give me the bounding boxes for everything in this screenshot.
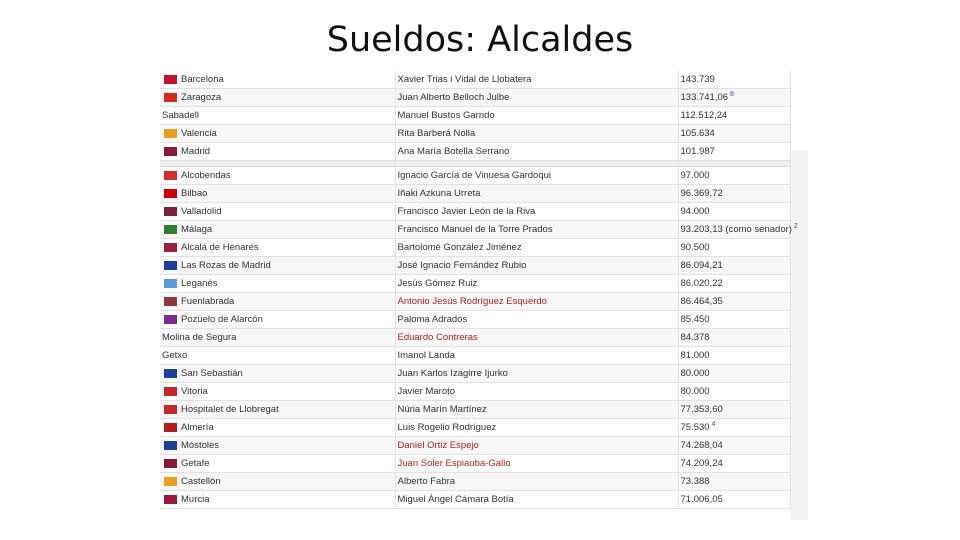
salary-cell: 86.094,21 [678, 257, 790, 275]
mayor-cell: Antonio Jesús Rodríguez Esquerdo [395, 293, 678, 311]
salary-table-screenshot [160, 71, 798, 520]
table-row [160, 143, 790, 161]
table-row [160, 167, 790, 185]
mayor-cell: Daniel Ortiz Espejo [395, 437, 678, 455]
city-cell [160, 275, 395, 293]
city-name: Sabadell [162, 110, 199, 121]
salary-cell: 85.450 [678, 311, 790, 329]
city-flag-icon [164, 423, 177, 432]
table-row [160, 311, 790, 329]
city-name: Barcelona [181, 74, 224, 85]
mayor-cell: Xavier Trias i Vidal de Llobatera [395, 71, 678, 89]
city-cell [160, 239, 395, 257]
mayor-cell: Javier Maroto [395, 383, 678, 401]
mayor-cell: Juan Karlos Izagirre Ijurko [395, 365, 678, 383]
salary-cell: 84.378 [678, 329, 790, 347]
city-cell [160, 383, 395, 401]
city-flag-icon [164, 261, 177, 270]
table-row [160, 293, 790, 311]
city-name: Leganés [181, 278, 218, 289]
city-name: Getafe [181, 458, 210, 469]
table-row [160, 107, 790, 125]
city-name: Alcobendas [181, 170, 231, 181]
salary-cell: 73.388 [678, 473, 790, 491]
table-row [160, 71, 790, 89]
city-flag-icon [164, 441, 177, 450]
table-row [160, 185, 790, 203]
city-name: Valladolid [181, 206, 222, 217]
city-flag-icon [164, 225, 177, 234]
table-row [160, 221, 790, 239]
footnote-ref: 8 [728, 91, 734, 99]
city-name: Madrid [181, 146, 211, 157]
city-name: Bilbao [181, 188, 208, 199]
mayor-cell: Juan Soler Espiauba-Gallo [395, 455, 678, 473]
city-cell [160, 71, 395, 89]
mayor-cell: Alberto Fabra [395, 473, 678, 491]
table-row [160, 491, 790, 509]
salary-cell: 93.203,13 (como senador) $^2$ [678, 221, 790, 239]
city-name: Valencia [181, 128, 217, 139]
city-flag-icon [164, 75, 177, 84]
city-cell [160, 221, 395, 239]
mayor-cell: Iñaki Azkuna Urreta [395, 185, 678, 203]
salary-table [160, 71, 798, 509]
salary-cell: 97.000 [678, 167, 790, 185]
city-name: Málaga [181, 224, 213, 235]
city-flag-icon [164, 297, 177, 306]
city-name: Hospitalet de Llobregat [181, 404, 279, 415]
city-cell [160, 491, 395, 509]
mayor-cell: José Ignacio Fernández Rubio [395, 257, 678, 275]
table-row [160, 455, 790, 473]
city-cell [160, 125, 395, 143]
city-flag-icon [164, 93, 177, 102]
table-row [160, 365, 790, 383]
city-cell [160, 473, 395, 491]
salary-cell: 105.634 [678, 125, 790, 143]
city-name: Castellón [181, 476, 221, 487]
mayor-cell: Francisco Javier León de la Riva [395, 203, 678, 221]
city-cell [160, 167, 395, 185]
footnote-ref: 4 [709, 421, 716, 429]
city-flag-icon [164, 495, 177, 504]
city-cell [160, 89, 395, 107]
city-name: Las Rozas de Madrid [181, 260, 271, 271]
salary-cell: 133.741,06 $^8$ [678, 89, 790, 107]
table-row [160, 89, 790, 107]
city-flag-icon [164, 189, 177, 198]
city-name: Vitoria [181, 386, 208, 397]
mayor-cell: Ignacio García de Vinuesa Gardoqui [395, 167, 678, 185]
city-cell [160, 311, 395, 329]
salary-cell: 86.020,22 [678, 275, 790, 293]
salary-cell: 74.268,04 [678, 437, 790, 455]
mayor-cell: Francisco Manuel de la Torre Prados [395, 221, 678, 239]
city-cell [160, 143, 395, 161]
mayor-cell: Juan Alberto Belloch Julbe [395, 89, 678, 107]
city-name: Fuenlabrada [181, 296, 235, 307]
city-flag-icon [164, 147, 177, 156]
city-flag-icon [164, 387, 177, 396]
mayor-cell: Miguel Ángel Cámara Botía [395, 491, 678, 509]
salary-cell: 90.500 [678, 239, 790, 257]
salary-cell: 80.000 [678, 365, 790, 383]
salary-cell: 86.464,35 [678, 293, 790, 311]
salary-cell: 94.000 [678, 203, 790, 221]
city-name: Murcia [181, 494, 210, 505]
city-flag-icon [164, 129, 177, 138]
salary-cell: 96.369,72 [678, 185, 790, 203]
salary-cell: 74.209,24 [678, 455, 790, 473]
city-flag-icon [164, 207, 177, 216]
slide-title: Sueldos: Alcaldes [326, 20, 634, 60]
salary-cell: 81.000 [678, 347, 790, 365]
mayor-cell: Bartolomé González Jiménez [395, 239, 678, 257]
table-row [160, 329, 790, 347]
city-cell [160, 107, 395, 125]
city-flag-icon [164, 459, 177, 468]
salary-cell: 112.512,24 [678, 107, 790, 125]
city-cell [160, 203, 395, 221]
mayor-cell: Rita Barberá Nolla [395, 125, 678, 143]
city-cell [160, 257, 395, 275]
mayor-cell: Paloma Adrados [395, 311, 678, 329]
city-name: Pozuelo de Alarcón [181, 314, 263, 325]
table-row [160, 239, 790, 257]
city-name: Alcalá de Henares [181, 242, 259, 253]
city-name: Zaragoza [181, 92, 222, 103]
table-row [160, 347, 790, 365]
table-row [160, 383, 790, 401]
table-edge-shadow [790, 150, 808, 520]
city-cell [160, 329, 395, 347]
table-row [160, 275, 790, 293]
city-cell [160, 455, 395, 473]
table-row [160, 419, 790, 437]
city-flag-icon [164, 279, 177, 288]
salary-cell: 71.006,05 [678, 491, 790, 509]
city-cell [160, 293, 395, 311]
city-cell [160, 347, 395, 365]
city-cell [160, 185, 395, 203]
city-flag-icon [164, 405, 177, 414]
table-row [160, 401, 790, 419]
city-flag-icon [164, 243, 177, 252]
salary-cell: 80.000 [678, 383, 790, 401]
mayor-cell: Núria Marín Martínez [395, 401, 678, 419]
city-flag-icon [164, 315, 177, 324]
table-row [160, 473, 790, 491]
city-flag-icon [164, 369, 177, 378]
table-row [160, 437, 790, 455]
city-cell [160, 401, 395, 419]
mayor-cell: Manuel Bustos Garrido [395, 107, 678, 125]
city-flag-icon [164, 477, 177, 486]
table-row [160, 257, 790, 275]
mayor-cell: Imanol Landa [395, 347, 678, 365]
city-name: Móstoles [181, 440, 220, 451]
city-flag-icon [164, 171, 177, 180]
mayor-cell: Eduardo Contreras [395, 329, 678, 347]
footnote-ref: 2 [791, 223, 798, 231]
table-row [160, 125, 790, 143]
city-name: Molina de Segura [162, 332, 237, 343]
salary-cell: 143.739 [678, 71, 790, 89]
mayor-cell: Ana María Botella Serrano [395, 143, 678, 161]
salary-cell: 75.530 $^4$ [678, 419, 790, 437]
city-name: San Sebastián [181, 368, 243, 379]
city-cell [160, 419, 395, 437]
salary-cell: 101.987 [678, 143, 790, 161]
mayor-cell: Luis Rogelio Rodríguez [395, 419, 678, 437]
table-row [160, 203, 790, 221]
mayor-cell: Jesús Gómez Ruiz [395, 275, 678, 293]
salary-cell: 77.353,60 [678, 401, 790, 419]
city-name: Getxo [162, 350, 188, 361]
city-cell [160, 365, 395, 383]
city-name: Almería [181, 422, 214, 433]
city-cell [160, 437, 395, 455]
